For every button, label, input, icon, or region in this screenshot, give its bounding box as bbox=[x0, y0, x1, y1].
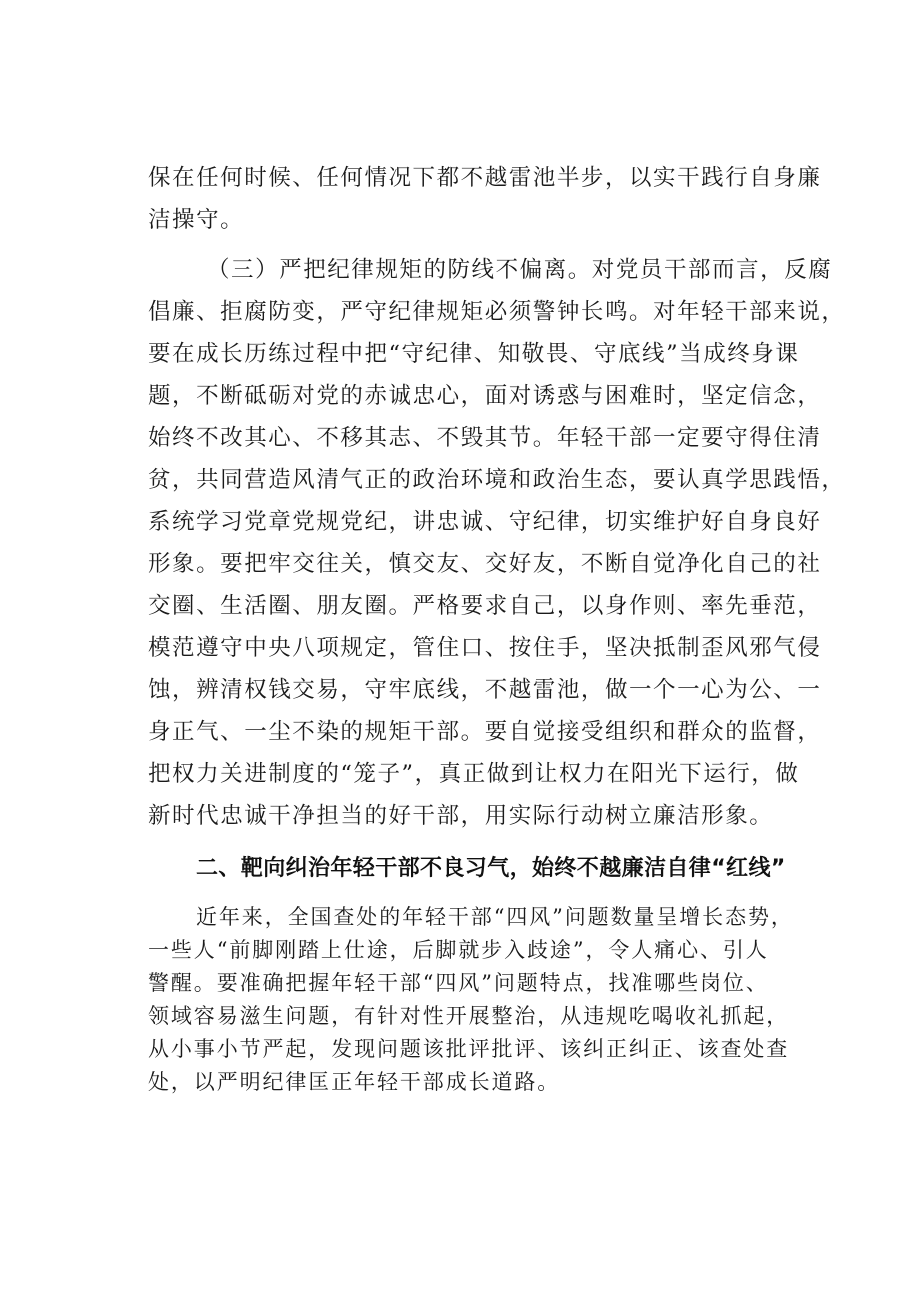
section-heading: 二、靶向纠治年轻干部不良习气，始终不越廉洁自律“红线” bbox=[196, 856, 786, 881]
paragraph-line: 新时代忠诚干净担当的好干部，用实际行动树立廉洁形象。 bbox=[148, 803, 774, 829]
paragraph-line: 系统学习党章党规党纪，讲忠诚、守纪律，切实维护好自身良好 bbox=[148, 509, 822, 535]
paragraph-line: 形象。要把牢交往关，慎交友、交好友，不断自觉净化自己的社 bbox=[148, 551, 822, 577]
paragraph-line: 领域容易滋生问题，有针对性开展整治，从违规吃喝收礼抓起， bbox=[148, 1004, 790, 1028]
paragraph-line: 警醒。要准确把握年轻干部“四风”问题特点，找准哪些岗位、 bbox=[148, 971, 769, 995]
paragraph-line: 保在任何时候、任何情况下都不越雷池半步，以实干践行自身廉 bbox=[148, 165, 822, 191]
paragraph-line: 倡廉、拒腐防变，严守纪律规矩必须警钟长鸣。对年轻干部来说， bbox=[148, 299, 846, 325]
paragraph-line: 从小事小节严起，发现问题该批评批评、该纠正纠正、该查处查 bbox=[148, 1037, 790, 1061]
paragraph-line: 要在成长历练过程中把“守纪律、知敬畏、守底线”当成终身课 bbox=[148, 341, 800, 367]
paragraph-line: 一些人“前脚刚踏上仕途，后脚就步入歧途”，令人痛心、引人 bbox=[148, 938, 769, 962]
paragraph-line: 洁操守。 bbox=[148, 207, 245, 233]
paragraph-line: 身正气、一尘不染的规矩干部。要自觉接受组织和群众的监督， bbox=[148, 719, 822, 745]
paragraph-line: 模范遵守中央八项规定，管住口、按住手，坚决抵制歪风邪气侵 bbox=[148, 635, 822, 661]
section-two-first-line: 近年来，全国查处的年轻干部“四风”问题数量呈增长态势， bbox=[196, 905, 794, 929]
paragraph-line: 题，不断砥砺对党的赤诚忠心，面对诱惑与困难时，坚定信念， bbox=[148, 383, 822, 409]
paragraph-line: 贫，共同营造风清气正的政治环境和政治生态，要认真学思践悟， bbox=[148, 467, 846, 493]
paragraph-line: 始终不改其心、不移其志、不毁其节。年轻干部一定要守得住清 bbox=[148, 425, 822, 451]
section-three-first-line: （三）严把纪律规矩的防线不偏离。对党员干部而言，反腐 bbox=[207, 257, 833, 283]
paragraph-line: 把权力关进制度的“笼子”，真正做到让权力在阳光下运行，做 bbox=[148, 761, 800, 787]
paragraph-line: 处，以严明纪律匡正年轻干部成长道路。 bbox=[148, 1070, 561, 1094]
paragraph-line: 交圈、生活圈、朋友圈。严格要求自己，以身作则、率先垂范， bbox=[148, 593, 822, 619]
paragraph-line: 蚀，辨清权钱交易，守牢底线，不越雷池，做一个一心为公、一 bbox=[148, 677, 822, 703]
